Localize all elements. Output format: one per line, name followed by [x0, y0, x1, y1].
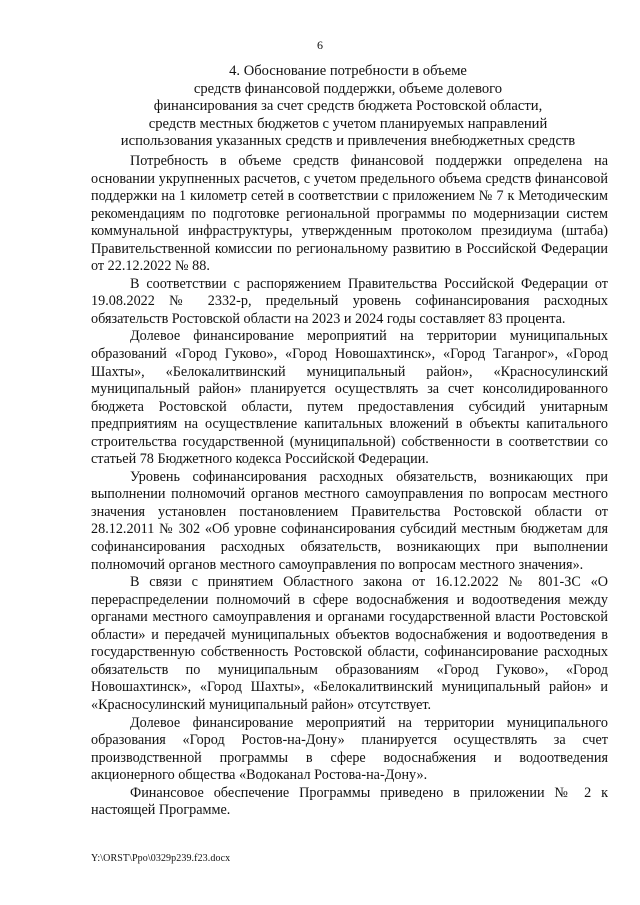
paragraph: Уровень софинансирования расходных обязательств, возникающих при выполнении полномочий органов местного самоуправления по вопросам местного значения установлен постановлением Правительства Ростовской области от 28.12.2011 № 302 «Об уровне софинансирования субсидий местным бюджетам для софинансирования расходных обязательств, возникающих при выполнении полномочий органов местного самоуправления по вопросам местного значения». — [91, 468, 608, 573]
file-path-footer: Y:\ORST\Ppo\0329p239.f23.docx — [91, 853, 231, 864]
paragraph: Долевое финансирование мероприятий на территории муниципального образования «Город Ростов-на-Дону» планируется осуществлять за счет производственной программы в сфере водоснабжения и водоотведения акционерного общества «Водоканал Ростова-на-Дону». — [91, 714, 608, 784]
paragraph: Финансовое обеспечение Программы приведено в приложении № 2 к настоящей Программе. — [91, 784, 608, 819]
section-heading — [88, 63, 608, 151]
page-number: 6 — [317, 38, 323, 52]
paragraph: В соответствии с распоряжением Правительства Российской Федерации от 19.08.2022 № 2332-р, предельный уровень софинансирования расходных обязательств Ростовской области на 2023 и 2024 годы составляет 83 процента. — [91, 275, 608, 327]
body-text — [91, 153, 608, 820]
heading-line: средств финансовой поддержки, объеме долевого — [193, 80, 503, 97]
paragraph: В связи с принятием Областного закона от 16.12.2022 № 801-ЗС «О перераспределении полномочий в сфере водоснабжения и водоотведения между органами местного самоуправления и органами государственной власти Ростовской области» и передачей муниципальных объектов водоснабжения и водоотведения в государственную собственность Ростовской области, софинансирование расходных обязательств по муниципальным образованиям «Город Гуково», «Город Новошахтинск», «Город Шахты», «Белокалитвинский муниципальный район» и «Красносулинский муниципальный район» отсутствует. — [91, 574, 608, 713]
paragraph: Потребность в объеме средств финансовой поддержки определена на основании укрупненных расчетов, с учетом предельного объема средств финансовой поддержки на 1 километр сетей в соответствии с приложением № 7 к Методическим рекомендациям по подготовке региональной программы по модернизации систем коммунальной инфраструктуры, утвержденным протоколом президиума (штаба) Правительственной комиссии по региональному развитию в Российской Федерации от 22.12.2022 № 88. — [91, 153, 608, 275]
heading-line: финансирования за счет средств бюджета Ростовской области, — [153, 98, 543, 115]
heading-line: 4. Обоснование потребности в объеме — [229, 63, 467, 79]
heading-line: использования указанных средств и привлечения внебюджетных средств — [120, 133, 576, 150]
paragraph: Долевое финансирование мероприятий на территории муниципальных образований «Город Гуково», «Город Новошахтинск», «Город Таганрог», «Город Шахты», «Белокалитвинский муниципальный район», «Красносулинский муниципальный район» планируется осуществлять за счет консолидированного бюджета Ростовской области, путем предоставления субсидий унитарным предприятиям на осуществление капитальных вложений в объекты капитального строительства государственной (муниципальной) собственности в соответствии со статьей 78 Бюджетного кодекса Российской Федерации. — [91, 328, 608, 468]
heading-line: средств местных бюджетов с учетом планируемых направлений — [148, 115, 548, 132]
